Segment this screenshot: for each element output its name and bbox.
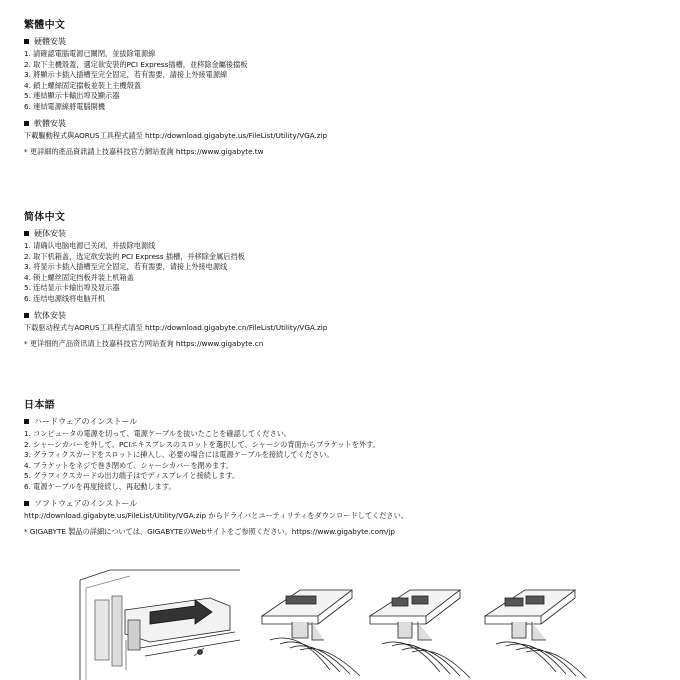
footnote: * 更详细的产品资讯请上技嘉科技官方网站查询 https://www.gigabyte.cn bbox=[24, 339, 264, 349]
step-4: 4. ブラケットをネジで巻き閉めて、シャーシカバーを閉めます。 bbox=[24, 460, 234, 470]
graphics-card-install-illustration bbox=[80, 570, 240, 680]
software-install-title: 软体安装 bbox=[34, 310, 66, 320]
square-bullet-icon bbox=[24, 39, 29, 44]
hardware-install-heading bbox=[24, 36, 664, 47]
installation-illustrations bbox=[0, 560, 680, 680]
step-4: 4. 锁上螺丝固定挡板并装上机箱盖 bbox=[24, 272, 134, 282]
software-install-text: 下载驱动程式与AORUS工具程式请至 http://download.gigabyte.cn/FileList/Utility/VGA.zip bbox=[24, 322, 328, 332]
step-6: 6. 電源ケーブルを再度接続し、再起動します。 bbox=[24, 481, 176, 491]
square-bullet-icon bbox=[24, 121, 29, 126]
power-connector-8pin-illustration bbox=[262, 590, 360, 676]
step-2: 2. 取下主機殼蓋，選定欲安裝的PCI Express插槽，並移除金屬後擋板 bbox=[24, 59, 248, 69]
power-connector-dual-8pin-illustration bbox=[485, 590, 586, 678]
step-3: 3. 將顯示卡插入插槽至完全固定，若有需要，請接上外接電源線 bbox=[24, 70, 228, 80]
square-bullet-icon bbox=[24, 313, 29, 318]
hardware-install-title: 硬体安装 bbox=[34, 229, 66, 238]
software-install-text: 下載驅動程式與AORUS工具程式請至 http://download.gigabyte.us/FileList/Utility/VGA.zip bbox=[24, 130, 328, 140]
step-1: 1. 请确认电脑电源已关闭，并拔除电源线 bbox=[24, 241, 156, 250]
footnote: * 更詳細的產品資訊請上技嘉科技官方網站查詢 https://www.gigabyte.tw bbox=[24, 147, 264, 157]
section-traditional-chinese bbox=[24, 16, 664, 157]
square-bullet-icon bbox=[24, 419, 29, 424]
footnote: * GIGABYTE 製品の詳細については、GIGABYTEのWebサイトをご参照ください。https://www.gigabyte.com/jp bbox=[24, 527, 395, 537]
step-2: 2. 取下机箱盖，选定欲安装的 PCI Express 插槽，并移除金属后挡板 bbox=[24, 251, 245, 261]
hardware-install-title: 硬體安裝 bbox=[34, 37, 66, 46]
step-6: 6. 連結電源線將電腦開機 bbox=[24, 101, 106, 111]
section-title: 日本語 bbox=[24, 400, 55, 411]
step-2: 2. シャーシカバーを外して、PCIエキスプレスのスロットを選択して、シャーシの背面からブラケットを外す。 bbox=[24, 439, 380, 449]
step-4: 4. 鎖上螺絲固定擋板並裝上主機殼蓋 bbox=[24, 80, 141, 90]
section-title: 繁體中文 bbox=[24, 20, 66, 31]
hardware-install-title: ハードウェアのインストール bbox=[34, 417, 138, 426]
power-connector-6pin-8pin-illustration bbox=[370, 590, 470, 678]
software-install-text: http://download.gigabyte.us/FileList/Utility/VGA.zip からドライバとユーティリティをダウンロードしてください。 bbox=[24, 510, 408, 520]
step-1: 1. 請確認電腦電源已關閉，並拔除電源線 bbox=[24, 49, 156, 58]
software-install-heading bbox=[24, 498, 664, 509]
section-japanese bbox=[24, 396, 664, 537]
square-bullet-icon bbox=[24, 231, 29, 236]
software-install-heading bbox=[24, 310, 664, 321]
step-5: 5. 连结显示卡输出埠及显示器 bbox=[24, 283, 120, 293]
software-install-title: 軟體安裝 bbox=[34, 118, 66, 128]
step-5: 5. グラフィクスカードの出力端子はでディスプレイと接続します。 bbox=[24, 471, 240, 481]
hardware-install-heading bbox=[24, 416, 664, 427]
section-simplified-chinese bbox=[24, 208, 664, 349]
step-3: 3. 将显示卡插入插槽至完全固定，若有需要，请接上外接电源线 bbox=[24, 262, 228, 272]
software-install-heading bbox=[24, 118, 664, 129]
square-bullet-icon bbox=[24, 501, 29, 506]
step-5: 5. 連結顯示卡輸出埠及顯示器 bbox=[24, 91, 120, 101]
step-6: 6. 连结电源线将电脑开机 bbox=[24, 293, 106, 303]
section-title: 简体中文 bbox=[24, 212, 66, 223]
step-3: 3. グラフィクスカードをスロットに挿入し、必要の場合には電源ケーブルを接続してください。 bbox=[24, 450, 334, 460]
step-1: 1. コンピュータの電源を切って、電源ケーブルを抜いたことを確認してください。 bbox=[24, 429, 292, 438]
hardware-install-heading bbox=[24, 228, 664, 239]
software-install-title: ソフトウェアのインストール bbox=[34, 498, 138, 508]
